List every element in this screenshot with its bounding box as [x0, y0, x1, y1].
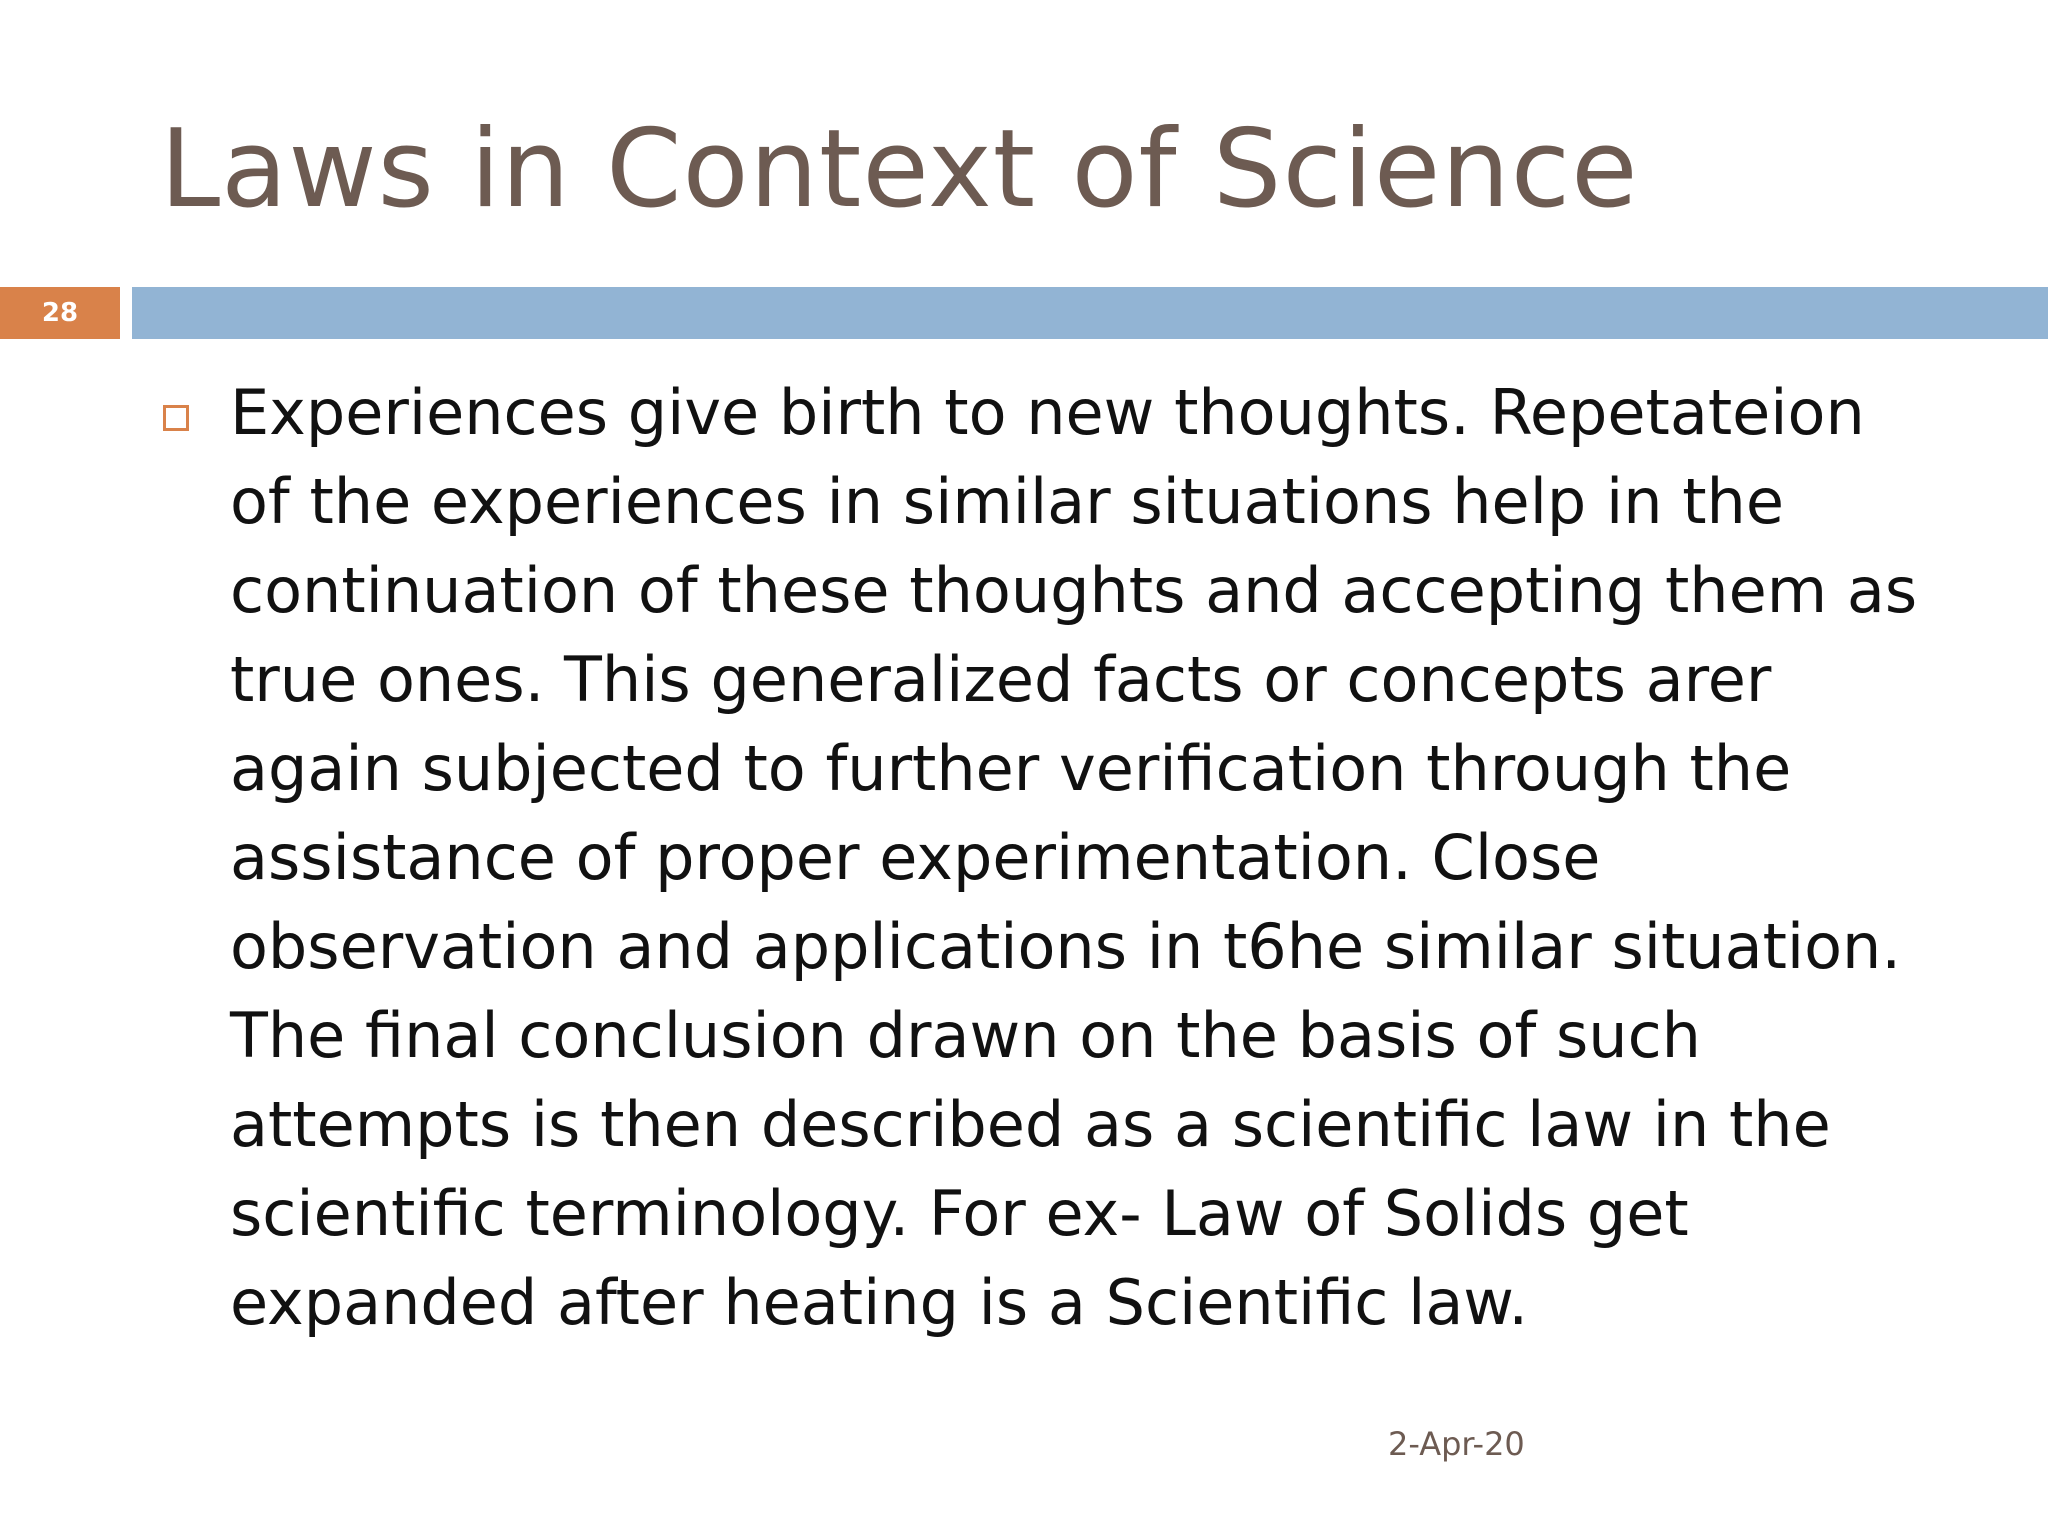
- bullet-text: Experiences give birth to new thoughts. Repetateion of the experiences in similar situations help in the continuation of these thoughts and accepting them as true ones. This generalized facts or concepts arer again subjected to further verification through the assistance of proper experimentation. Close observation and applications in t6he similar situation. The final conclusion drawn on the basis of such attempts is then described as a scientific law in the scientific terminology. For ex- Law of Solids get expanded after heating is a Scientific law.: [230, 376, 1918, 1339]
- title-accent-bar: [132, 287, 2048, 339]
- slide-number-badge: [0, 287, 120, 339]
- slide-date: 2-Apr-20: [1388, 1425, 1525, 1463]
- slide-number: 28: [41, 298, 79, 328]
- hollow-square-icon: [163, 405, 189, 431]
- slide-title: Laws in Context of Science: [160, 107, 1639, 232]
